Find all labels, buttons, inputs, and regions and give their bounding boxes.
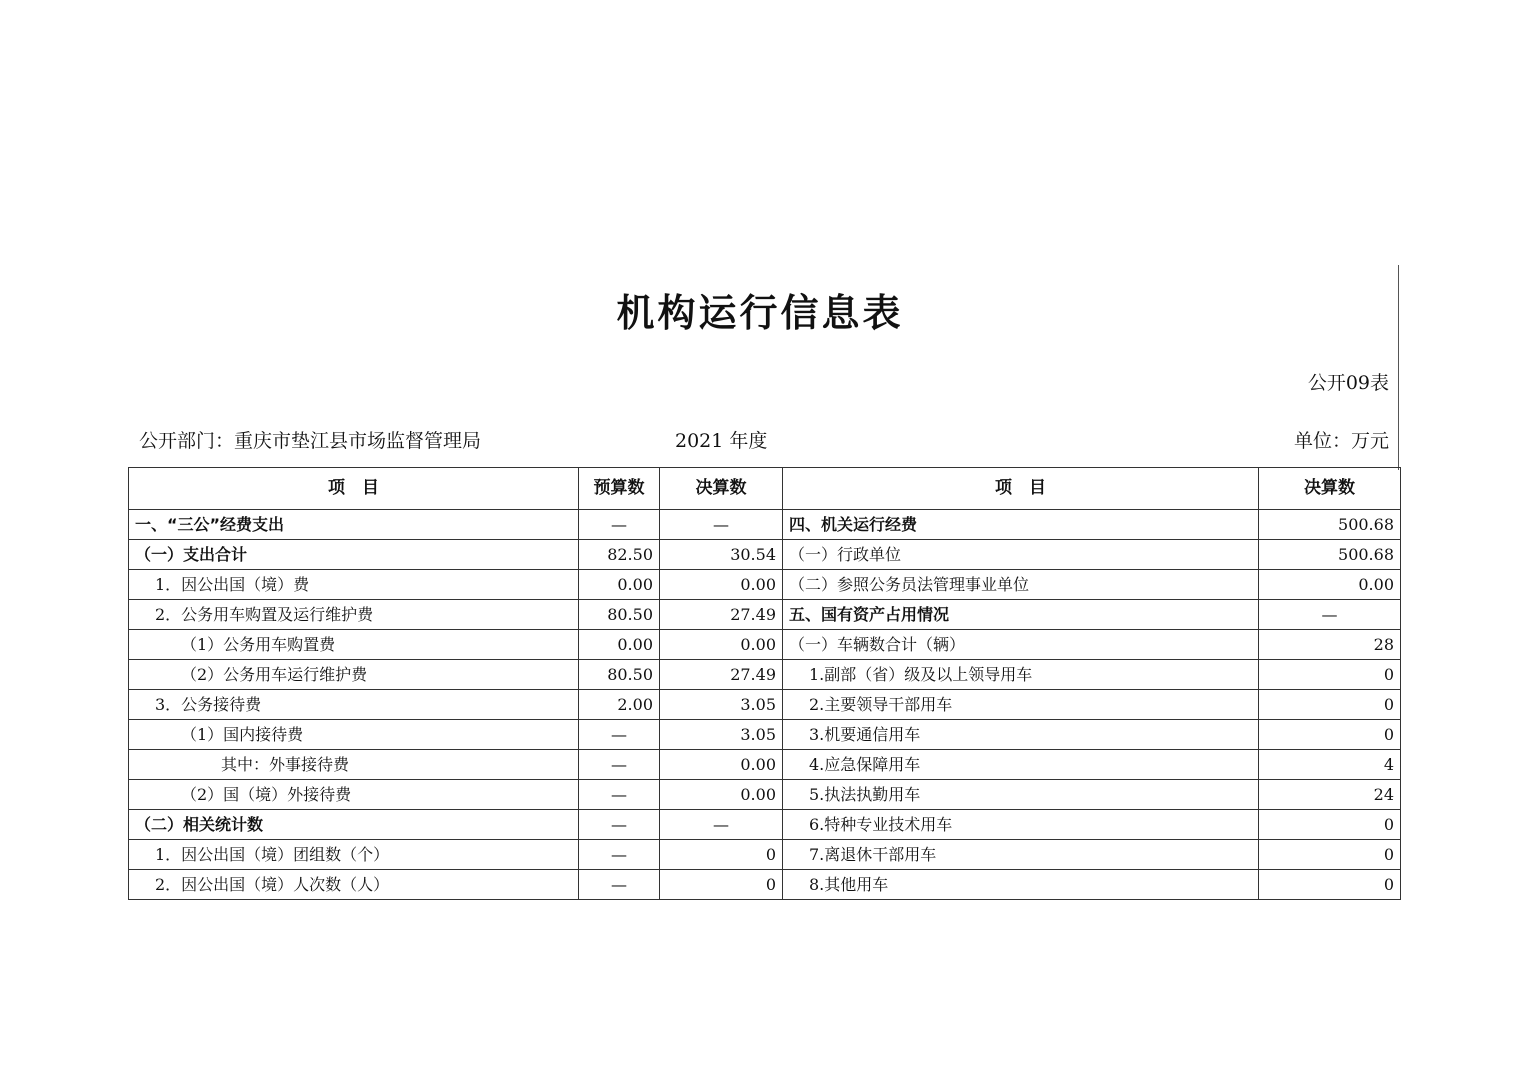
row-item-left: 其中：外事接待费 [129,750,579,780]
row-budget: — [579,780,660,810]
row-item-left: 2．因公出国（境）人次数（人） [129,870,579,900]
table-row [129,810,1401,840]
row-item-right: （一）车辆数合计（辆） [783,630,1259,660]
row-final-right: 0 [1259,720,1401,750]
header-final-right: 决算数 [1259,468,1401,510]
row-final-right: 0 [1259,660,1401,690]
row-final-left: 0.00 [660,750,783,780]
row-final-left: 0.00 [660,780,783,810]
row-budget: 0.00 [579,570,660,600]
table-row [129,540,1401,570]
table-row [129,600,1401,630]
row-item-right: 五、国有资产占用情况 [783,600,1259,630]
row-final-right: 0 [1259,870,1401,900]
row-item-right: 2.主要领导干部用车 [783,690,1259,720]
row-final-right: 0 [1259,840,1401,870]
row-budget: — [579,720,660,750]
row-budget: 0.00 [579,630,660,660]
row-budget: — [579,870,660,900]
header-item-right: 项 目 [783,468,1259,510]
row-item-right: 3.机要通信用车 [783,720,1259,750]
row-item-left: （1）国内接待费 [129,720,579,750]
row-budget: — [579,810,660,840]
row-final-left: 27.49 [660,600,783,630]
row-budget: 2.00 [579,690,660,720]
row-item-right: 5.执法执勤用车 [783,780,1259,810]
row-item-left: （一）支出合计 [129,540,579,570]
table-row [129,840,1401,870]
header-final-left: 决算数 [660,468,783,510]
row-budget: 82.50 [579,540,660,570]
row-final-left: 3.05 [660,720,783,750]
row-final-right: 0 [1259,810,1401,840]
unit-label: 单位：万元 [1293,430,1389,452]
table-row [129,510,1401,540]
row-item-right: 6.特种专业技术用车 [783,810,1259,840]
row-item-right: 四、机关运行经费 [783,510,1259,540]
table-header-row [129,468,1401,510]
row-item-right: 8.其他用车 [783,870,1259,900]
row-final-right: 500.68 [1259,510,1401,540]
header-item-left: 项 目 [129,468,579,510]
row-final-left: 3.05 [660,690,783,720]
row-final-right: 0 [1259,690,1401,720]
table-row [129,780,1401,810]
row-item-left: 1．因公出国（境）费 [129,570,579,600]
row-item-right: 1.副部（省）级及以上领导用车 [783,660,1259,690]
table-row [129,570,1401,600]
row-budget: — [579,840,660,870]
row-final-left: — [660,510,783,540]
row-final-left: — [660,810,783,840]
row-final-left: 30.54 [660,540,783,570]
table-row [129,690,1401,720]
row-final-right: 500.68 [1259,540,1401,570]
row-item-right: 7.离退休干部用车 [783,840,1259,870]
row-budget: — [579,510,660,540]
row-final-right: 0.00 [1259,570,1401,600]
row-item-left: （2）国（境）外接待费 [129,780,579,810]
info-table [128,467,1401,900]
row-item-left: 2．公务用车购置及运行维护费 [129,600,579,630]
row-final-left: 0.00 [660,570,783,600]
row-item-right: （一）行政单位 [783,540,1259,570]
row-item-left: （二）相关统计数 [129,810,579,840]
row-budget: 80.50 [579,600,660,630]
row-item-left: 1．因公出国（境）团组数（个） [129,840,579,870]
row-final-right: 4 [1259,750,1401,780]
table-row [129,660,1401,690]
row-final-left: 0.00 [660,630,783,660]
page-title: 机构运行信息表 [616,291,904,335]
row-item-right: 4.应急保障用车 [783,750,1259,780]
row-final-right: — [1259,600,1401,630]
fiscal-year: 2021 年度 [675,430,768,452]
department-label: 公开部门：重庆市垫江县市场监督管理局 [139,430,482,452]
row-final-right: 24 [1259,780,1401,810]
row-item-right: （二）参照公务员法管理事业单位 [783,570,1259,600]
table-row [129,750,1401,780]
row-final-left: 0 [660,840,783,870]
row-budget: — [579,750,660,780]
form-number: 公开09表 [1307,372,1389,394]
row-item-left: （1）公务用车购置费 [129,630,579,660]
header-budget: 预算数 [579,468,660,510]
row-final-left: 27.49 [660,660,783,690]
row-item-left: （2）公务用车运行维护费 [129,660,579,690]
table-row [129,870,1401,900]
row-item-left: 一、“三公”经费支出 [129,510,579,540]
row-item-left: 3．公务接待费 [129,690,579,720]
row-budget: 80.50 [579,660,660,690]
table-row [129,630,1401,660]
table-row [129,720,1401,750]
row-final-right: 28 [1259,630,1401,660]
row-final-left: 0 [660,870,783,900]
